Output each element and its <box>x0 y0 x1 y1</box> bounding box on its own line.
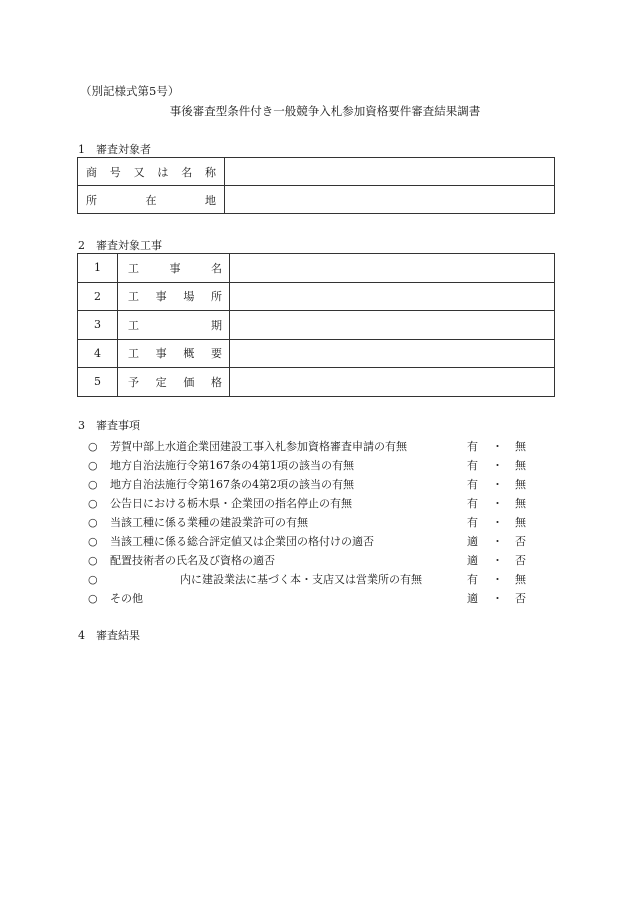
address-label: 所在地 <box>78 186 225 214</box>
construction-table <box>77 253 555 397</box>
option-no[interactable]: 無 <box>515 478 526 491</box>
bullet-circle: ○ <box>88 478 98 491</box>
table-row <box>78 158 555 186</box>
bullet-circle: ○ <box>88 459 98 472</box>
table-row <box>78 339 555 368</box>
row-number: 4 <box>78 339 118 368</box>
bullet-circle: ○ <box>88 592 98 605</box>
option-separator: ・ <box>492 535 503 548</box>
option-separator: ・ <box>492 516 503 529</box>
option-no[interactable]: 無 <box>515 497 526 510</box>
review-item-text: その他 <box>110 592 143 605</box>
option-separator: ・ <box>492 440 503 453</box>
option-separator: ・ <box>492 497 503 510</box>
row-number: 3 <box>78 311 118 340</box>
option-suitable[interactable]: 適 <box>467 535 478 548</box>
option-separator: ・ <box>492 554 503 567</box>
company-name-value[interactable] <box>225 158 555 186</box>
section-4-heading: 4 審査結果 <box>78 629 140 642</box>
company-name-label: 商号又は名称 <box>78 158 225 186</box>
construction-summary-label: 工事概要 <box>118 339 230 368</box>
bullet-circle: ○ <box>88 554 98 567</box>
bullet-circle: ○ <box>88 573 98 586</box>
option-yes[interactable]: 有 <box>467 440 478 453</box>
option-no[interactable]: 無 <box>515 440 526 453</box>
section-3-heading: 3 審査事項 <box>78 419 140 432</box>
option-yes[interactable]: 有 <box>467 573 478 586</box>
section-2-heading: 2 審査対象工事 <box>78 239 162 252</box>
address-value[interactable] <box>225 186 555 214</box>
review-item-text: 地方自治法施行令第167条の4第2項の該当の有無 <box>110 478 354 491</box>
row-number: 5 <box>78 368 118 397</box>
document-title: 事後審査型条件付き一般競争入札参加資格要件審査結果調書 <box>169 104 481 118</box>
option-suitable[interactable]: 適 <box>467 592 478 605</box>
option-unsuitable[interactable]: 否 <box>515 592 526 605</box>
construction-site-value[interactable] <box>230 282 555 311</box>
option-no[interactable]: 無 <box>515 516 526 529</box>
review-item-text: 芳賀中部上水道企業団建設工事入札参加資格審査申請の有無 <box>110 440 407 453</box>
table-row <box>78 186 555 214</box>
list-item <box>88 533 374 549</box>
table-row <box>78 282 555 311</box>
construction-name-value[interactable] <box>230 254 555 283</box>
option-separator: ・ <box>492 459 503 472</box>
construction-name-label: 工事名 <box>118 254 230 283</box>
list-item <box>88 438 407 454</box>
bullet-circle: ○ <box>88 497 98 510</box>
review-item-text: 当該工種に係る業種の建設業許可の有無 <box>110 516 308 529</box>
list-item <box>88 495 352 511</box>
construction-site-label: 工事場所 <box>118 282 230 311</box>
list-item <box>88 457 354 473</box>
review-item-text: 内に建設業法に基づく本・支店又は営業所の有無 <box>180 573 422 586</box>
list-item <box>88 552 275 568</box>
list-item <box>88 571 422 587</box>
option-suitable[interactable]: 適 <box>467 554 478 567</box>
applicant-table <box>77 157 555 214</box>
bullet-circle: ○ <box>88 535 98 548</box>
construction-period-label: 工期 <box>118 311 230 340</box>
table-row <box>78 254 555 283</box>
option-unsuitable[interactable]: 否 <box>515 535 526 548</box>
option-no[interactable]: 無 <box>515 573 526 586</box>
option-unsuitable[interactable]: 否 <box>515 554 526 567</box>
section-1-heading: 1 審査対象者 <box>78 143 151 156</box>
bullet-circle: ○ <box>88 440 98 453</box>
option-yes[interactable]: 有 <box>467 459 478 472</box>
list-item <box>88 476 354 492</box>
option-separator: ・ <box>492 478 503 491</box>
row-number: 2 <box>78 282 118 311</box>
option-yes[interactable]: 有 <box>467 497 478 510</box>
option-yes[interactable]: 有 <box>467 516 478 529</box>
review-item-text: 配置技術者の氏名及び資格の適否 <box>110 554 275 567</box>
list-item <box>88 590 143 606</box>
review-item-text: 当該工種に係る総合評定値又は企業団の格付けの適否 <box>110 535 374 548</box>
planned-price-value[interactable] <box>230 368 555 397</box>
option-separator: ・ <box>492 592 503 605</box>
construction-period-value[interactable] <box>230 311 555 340</box>
planned-price-label: 予定価格 <box>118 368 230 397</box>
construction-summary-value[interactable] <box>230 339 555 368</box>
table-row <box>78 311 555 340</box>
table-row <box>78 368 555 397</box>
review-item-text: 公告日における栃木県・企業団の指名停止の有無 <box>110 497 352 510</box>
list-item <box>88 514 308 530</box>
form-number-label: （別記様式第5号） <box>80 84 180 98</box>
bullet-circle: ○ <box>88 516 98 529</box>
row-number: 1 <box>78 254 118 283</box>
option-no[interactable]: 無 <box>515 459 526 472</box>
review-item-text: 地方自治法施行令第167条の4第1項の該当の有無 <box>110 459 354 472</box>
option-yes[interactable]: 有 <box>467 478 478 491</box>
option-separator: ・ <box>492 573 503 586</box>
